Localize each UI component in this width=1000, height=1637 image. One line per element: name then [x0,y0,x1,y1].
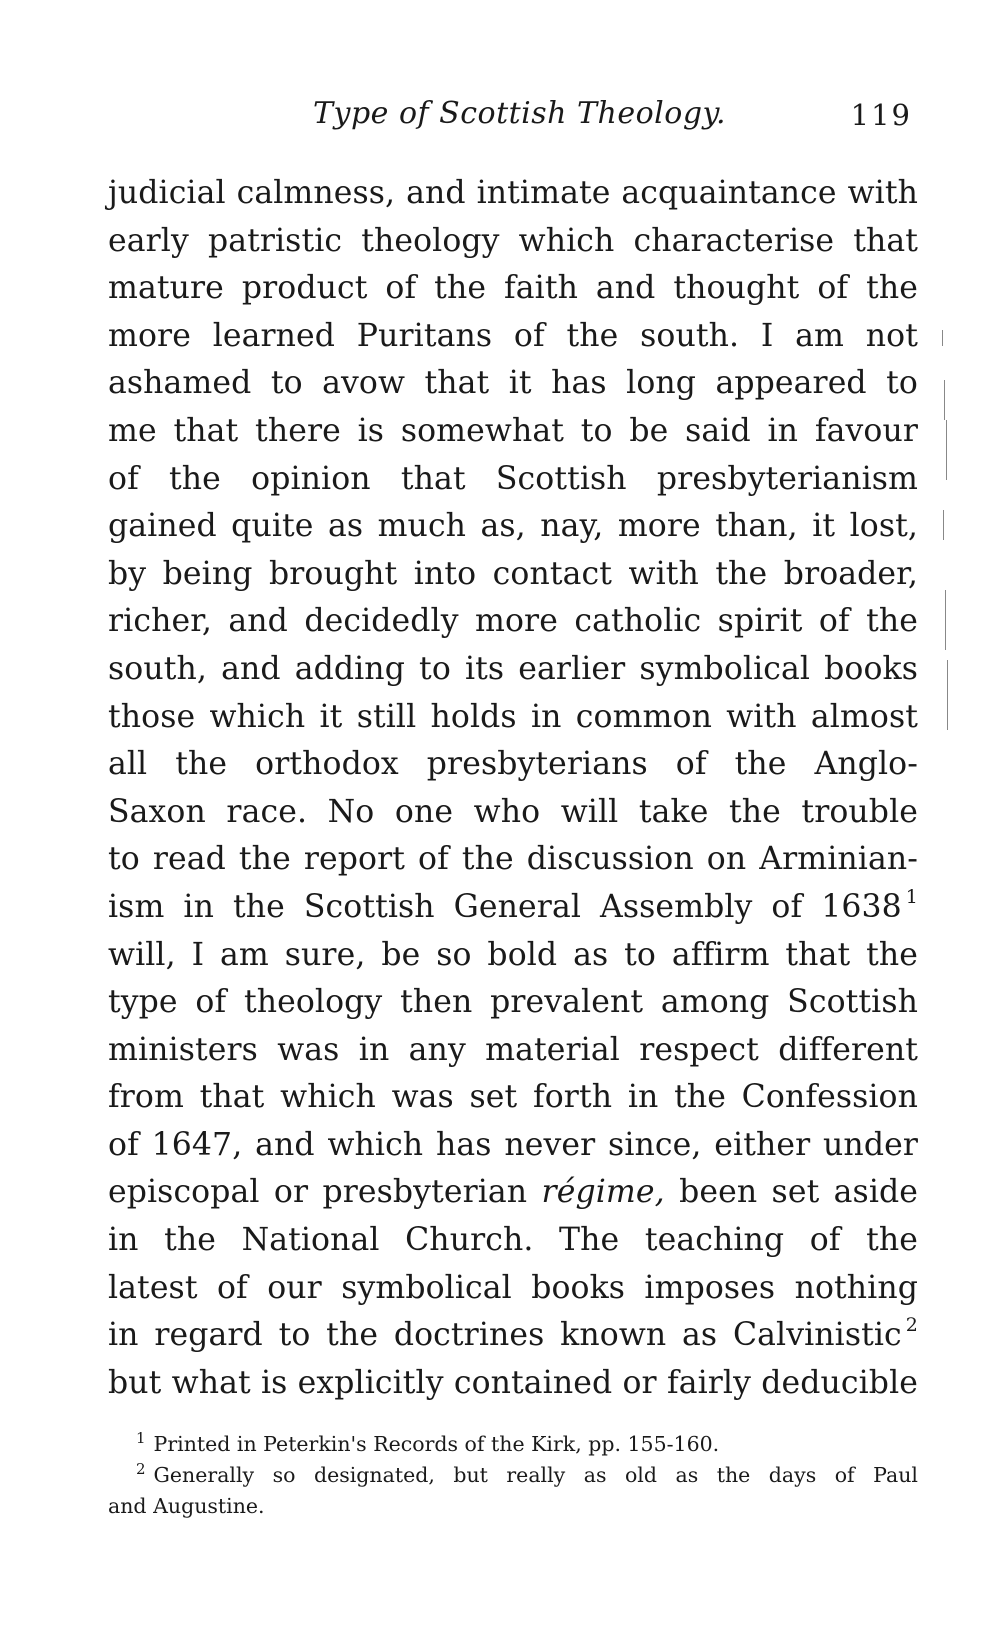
text-line: in the National Church. The teaching of the [108,1222,918,1259]
text-line: but what is explicitly contained or fairly deducible [108,1364,918,1401]
text-line: early patristic theology which characterise that [108,222,918,259]
book-page [108,96,918,1522]
text-line-with-footnote-ref [108,1312,918,1360]
footnote-text: Printed in Peterkin's Records of the Kirk, pp. 155-160. [153,1432,720,1457]
line-text: in regard to the doctrines known as Calvinistic [108,1317,902,1354]
text-line: to read the report of the discussion on Arminian- [108,841,918,878]
line-text: episcopal or presbyterian [108,1174,528,1211]
body-text [108,170,918,1407]
footnote-text: Generally so designated, but really as old as the days of Paul [153,1463,918,1488]
text-line: of the opinion that Scottish presbyterianism [108,460,918,497]
text-line: those which it still holds in common with almost [108,698,918,735]
footnote-mark: 2 [136,1460,146,1479]
footnotes [108,1429,918,1522]
text-line: latest of our symbolical books imposes nothing [108,1269,918,1306]
text-line: more learned Puritans of the south. I am not [108,317,918,354]
running-head [108,96,918,152]
running-head-title: Type of Scottish Theology. [313,96,727,131]
footnote-mark: 1 [136,1429,146,1448]
line-text: ism in the Scottish General Assembly of 1638 [108,888,902,925]
text-line: will, I am sure, be so bold as to affirm that the [108,936,918,973]
text-line: from that which was set forth in the Confession [108,1079,918,1116]
text-line: judicial calmness, and intimate acquaintance with [108,175,918,211]
text-line: Saxon race. No one who will take the trouble [108,793,918,830]
footnote-ref-2[interactable]: 2 [905,1314,918,1337]
text-line: by being brought into contact with the broader, [108,555,918,592]
text-line: ministers was in any material respect different [108,1031,918,1068]
text-line: richer, and decidedly more catholic spirit of the [108,603,918,640]
text-line: me that there is somewhat to be said in favour [108,412,918,449]
footnote-ref-1[interactable]: 1 [905,885,918,908]
footnote-2-continuation: and Augustine. [108,1494,265,1519]
text-line-with-italic [108,1169,918,1217]
italic-term: régime, [541,1174,665,1211]
text-line: mature product of the faith and thought of the [108,270,918,307]
text-line: of 1647, and which has never since, either under [108,1126,918,1163]
scan-gutter-marks [940,320,960,740]
text-line: type of theology then prevalent among Scottish [108,984,918,1021]
footnote-2 [108,1460,918,1491]
footnote-1 [108,1429,918,1460]
text-line: gained quite as much as, nay, more than, it lost, [108,508,918,545]
text-line: all the orthodox presbyterians of the Anglo- [108,746,918,783]
text-line-with-footnote-ref [108,884,918,932]
text-line: ashamed to avow that it has long appeared to [108,365,918,402]
text-line: south, and adding to its earlier symbolical books [108,650,918,687]
page-number: 119 [850,98,912,132]
line-text: been set aside [679,1174,918,1211]
